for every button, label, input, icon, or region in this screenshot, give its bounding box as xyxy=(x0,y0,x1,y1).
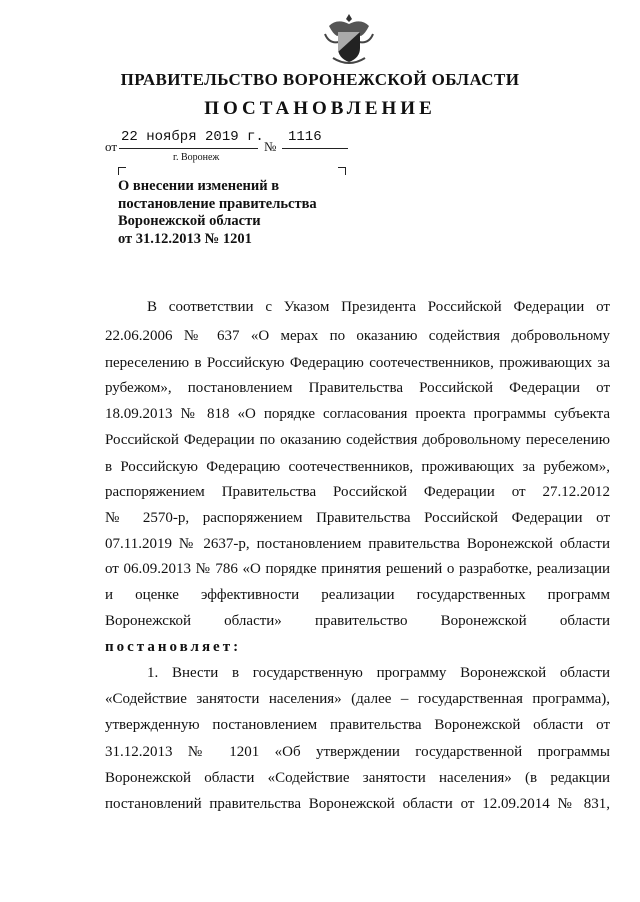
subject-line: О внесении изменений в xyxy=(118,178,280,194)
body-line: переселению в Российскую Федерацию соотечественников, проживающих за xyxy=(105,355,610,371)
coat-of-arms-icon xyxy=(323,12,375,68)
body-line: рубежом», постановлением Правительства Российской Федерации от xyxy=(105,380,610,396)
body-line: от 06.09.2013 № 786 «О порядке принятия решений о разработке, реализации xyxy=(105,561,610,577)
city: г. Воронеж xyxy=(173,152,220,163)
date-underline xyxy=(119,148,258,149)
item-line: 31.12.2013 № 1201 «Об утверждении государственной программы xyxy=(105,744,610,760)
body-line: в Российскую Федерацию соотечественников, проживающих за рубежом», xyxy=(105,459,610,475)
body-line: и оценке эффективности реализации государственных программ xyxy=(105,587,610,603)
document-subject xyxy=(118,178,368,248)
body-line: 22.06.2006 № 637 «О мерах по оказанию содействия добровольному xyxy=(105,328,610,344)
item-line: утвержденную постановлением правительства Воронежской области от xyxy=(105,717,610,733)
document-date: 22 ноября 2019 г. xyxy=(121,129,264,145)
subject-line: постановление правительства xyxy=(118,195,317,212)
item-line: Воронежской области «Содействие занятости населения» (в редакции xyxy=(105,770,610,786)
body-line: распоряжением Правительства Российской Федерации от 27.12.2012 xyxy=(105,484,610,500)
body-line: 07.11.2019 № 2637-р, постановлением правительства Воронежской области xyxy=(105,536,610,552)
body-line: В соответствии с Указом Президента Российской Федерации от xyxy=(147,299,610,315)
number-underline xyxy=(282,148,348,149)
body-line: 18.09.2013 № 818 «О порядке согласования проекта программы субъекта xyxy=(105,406,610,422)
organization-title: ПРАВИТЕЛЬСТВО ВОРОНЕЖСКОЙ ОБЛАСТИ xyxy=(120,70,520,89)
number-prefix: № xyxy=(264,139,277,154)
item-line: «Содействие занятости населения» (далее – государственная программа), xyxy=(105,691,610,707)
bracket-top-left xyxy=(118,167,126,175)
item-line: постановлений правительства Воронежской области от 12.09.2014 № 831, xyxy=(105,796,610,812)
bracket-top-right xyxy=(338,167,346,175)
body-line: Воронежской области» правительство Воронежской области xyxy=(105,613,610,629)
document-type: ПОСТАНОВЛЕНИЕ xyxy=(204,98,436,119)
document-number: 1116 xyxy=(288,129,322,145)
item-line: 1. Внести в государственную программу Воронежской области xyxy=(147,665,610,681)
date-prefix: от xyxy=(105,139,118,154)
subject-line: Воронежской области xyxy=(118,213,261,229)
body-line: Российской Федерации по оказанию содействия добровольному переселению xyxy=(105,432,610,448)
subject-line: от 31.12.2013 № 1201 xyxy=(118,230,252,247)
decree-word: постановляет: xyxy=(105,639,242,655)
body-line: № 2570-р, распоряжением Правительства Российской Федерации от xyxy=(105,510,610,526)
